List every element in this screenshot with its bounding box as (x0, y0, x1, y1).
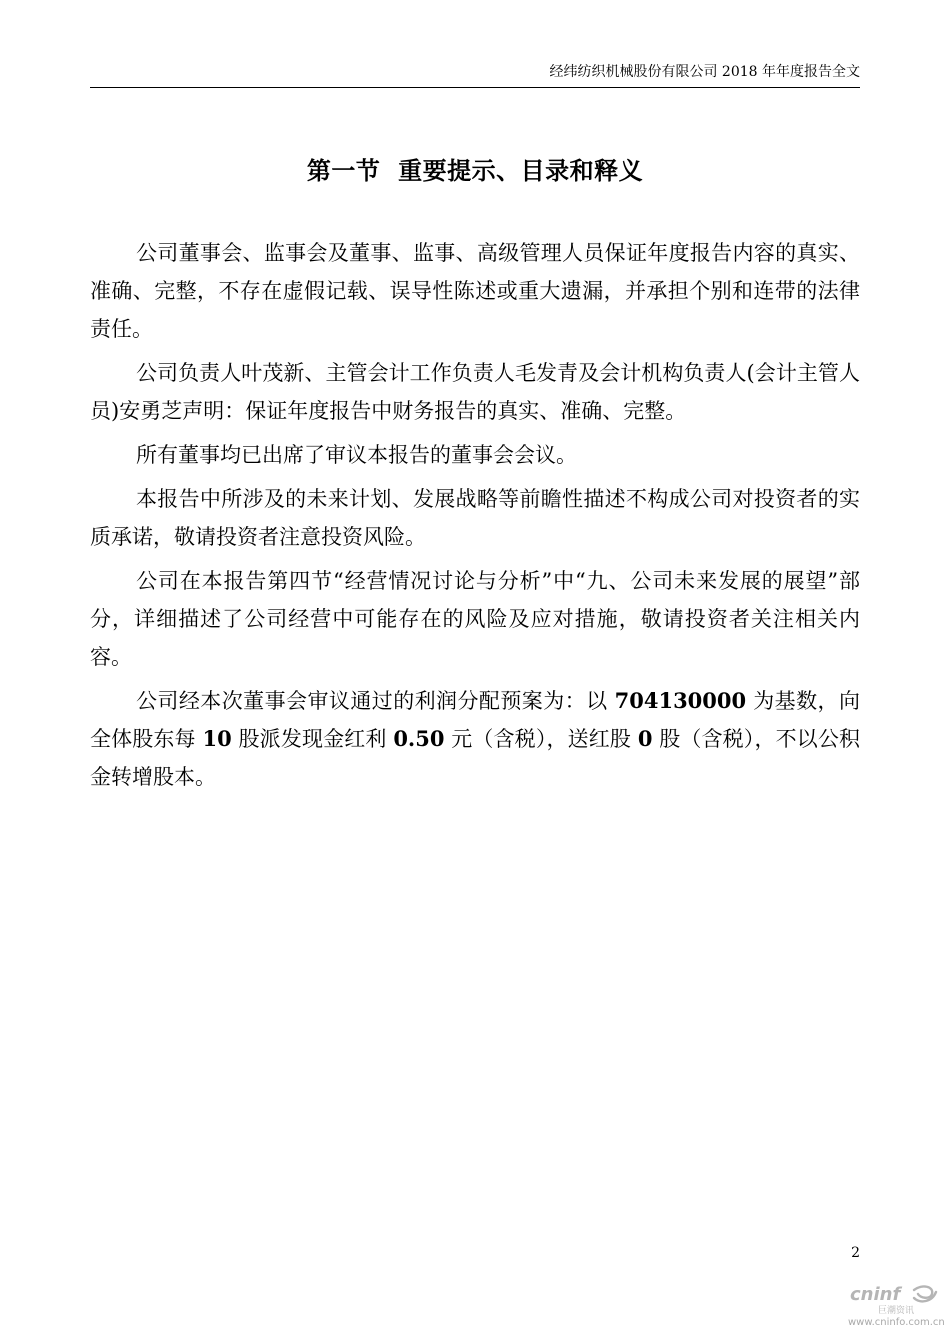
document-body (90, 234, 860, 802)
paragraph-risk-reference: 公司在本报告第四节“经营情况讨论与分析”中“九、公司未来发展的展望”部分，详细描述了公司经营中可能存在的风险及应对措施，敬请投资者关注相关内容。 (90, 569, 860, 669)
paragraph-forward-looking: 本报告中所涉及的未来计划、发展战略等前瞻性描述不构成公司对投资者的实质承诺，敬请投资者注意投资风险。 (90, 487, 860, 549)
text-segment: 公司经本次董事会审议通过的利润分配预案为：以 (136, 689, 615, 713)
paragraph-responsible-persons: 公司负责人叶茂新、主管会计工作负责人毛发青及会计机构负责人(会计主管人员)安勇芝声明：保证年度报告中财务报告的真实、准确、完整。 (90, 361, 860, 423)
page-number: 2 (851, 1245, 860, 1261)
watermark-url: www.cninfo.com.cn (848, 1317, 945, 1328)
logo-swirl-icon (914, 1287, 936, 1302)
per-shares-value: 10 (202, 726, 232, 751)
paragraph-directors-attendance: 所有董事均已出席了审议本报告的董事会会议。 (136, 443, 577, 467)
text-segment: 为基数，向全体股东每 (90, 689, 860, 751)
cninfo-watermark (848, 1280, 945, 1336)
paragraph-board-guarantee: 公司董事会、监事会及董事、监事、高级管理人员保证年度报告内容的真实、准确、完整，不存在虚假记载、误导性陈述或重大遗漏，并承担个别和连带的法律责任。 (90, 241, 860, 341)
cash-dividend-value: 0.50 (393, 726, 445, 751)
header-rule (90, 87, 860, 88)
paragraph-profit-distribution (90, 682, 860, 796)
cninfo-logo-icon (848, 1280, 942, 1316)
bonus-shares-value: 0 (637, 726, 653, 751)
logo-text: cninf (850, 1284, 901, 1305)
text-segment: 股派发现金红利 (231, 727, 394, 751)
text-segment: 股（含税），不以公积金转增股本。 (90, 727, 860, 789)
running-header: 经纬纺织机械股份有限公司 2018 年年度报告全文 (549, 64, 860, 80)
logo-subtext: 巨潮资讯 (878, 1306, 915, 1316)
base-shares-value: 704130000 (614, 688, 747, 713)
text-segment: 元（含税），送红股 (444, 727, 638, 751)
section-title: 第一节 重要提示、目录和释义 (306, 156, 644, 185)
